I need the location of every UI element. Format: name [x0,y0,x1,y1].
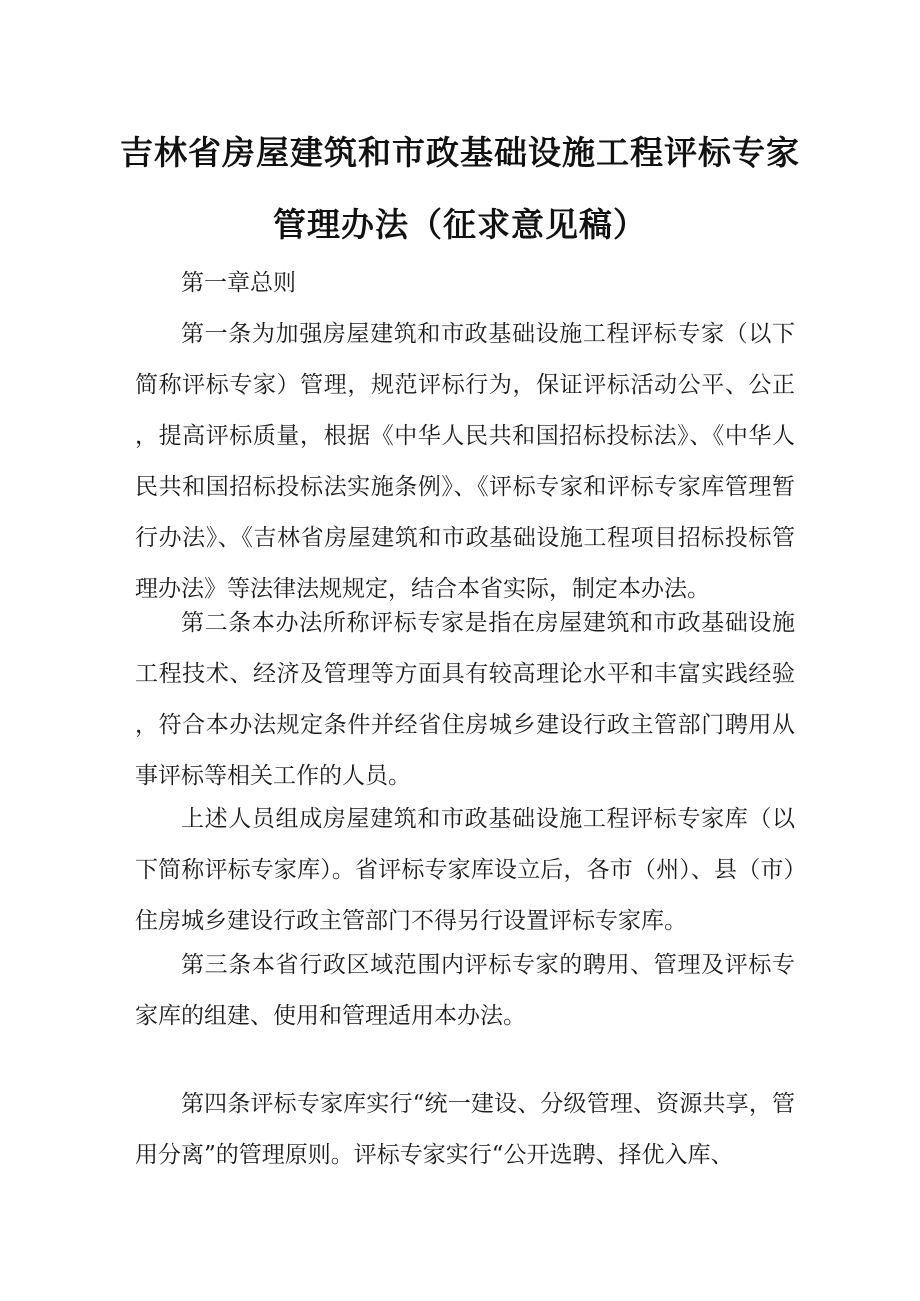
paragraph-article-4-block [135,1079,795,1181]
document-title-line-1: 吉林省房屋建筑和市政基础设施工程评标专家 [120,133,800,172]
chapter-heading: 第一章总则 [181,270,296,296]
paragraph-expert-pool-block [135,794,795,947]
paragraph-article-1: 第一条为加强房屋建筑和市政基础设施工程评标专家（以下简称评标专家）管理，规范评标行为，保证评标活动公平、公正，提高评标质量，根据《中华人民共和国招标投标法》、《中华人民共和国招标投标法实施条例》、《评标专家和评标专家库管理暂行办法》、《吉林省房屋建筑和市政基础设施工程项目招标投标管理办法》等法律法规规定，结合本省实际，制定本办法。 [135,321,795,602]
document-title-line-2: 管理办法（征求意见稿） [273,205,647,244]
paragraph-article-3: 第三条本省行政区域范围内评标专家的聘用、管理及评标专家库的组建、使用和管理适用本办法。 [135,952,795,1029]
paragraph-article-4: 第四条评标专家库实行“统一建设、分级管理、资源共享，管用分离”的管理原则。评标专家实行“公开选聘、择优入库、 [135,1091,795,1168]
paragraph-expert-pool: 上述人员组成房屋建筑和市政基础设施工程评标专家库（以下简称评标专家库）。省评标专家库设立后，各市（州）、县（市）住房城乡建设行政主管部门不得另行设置评标专家库。 [135,806,795,934]
paragraph-article-2: 第二条本办法所称评标专家是指在房屋建筑和市政基础设施工程技术、经济及管理等方面具有较高理论水平和丰富实践经验，符合本办法规定条件并经省住房城乡建设行政主管部门聘用从事评标等相关工作的人员。 [135,610,795,789]
paragraph-article-1-block [135,309,795,615]
paragraph-article-2-block [135,598,795,802]
paragraph-article-3-block [135,940,795,1042]
